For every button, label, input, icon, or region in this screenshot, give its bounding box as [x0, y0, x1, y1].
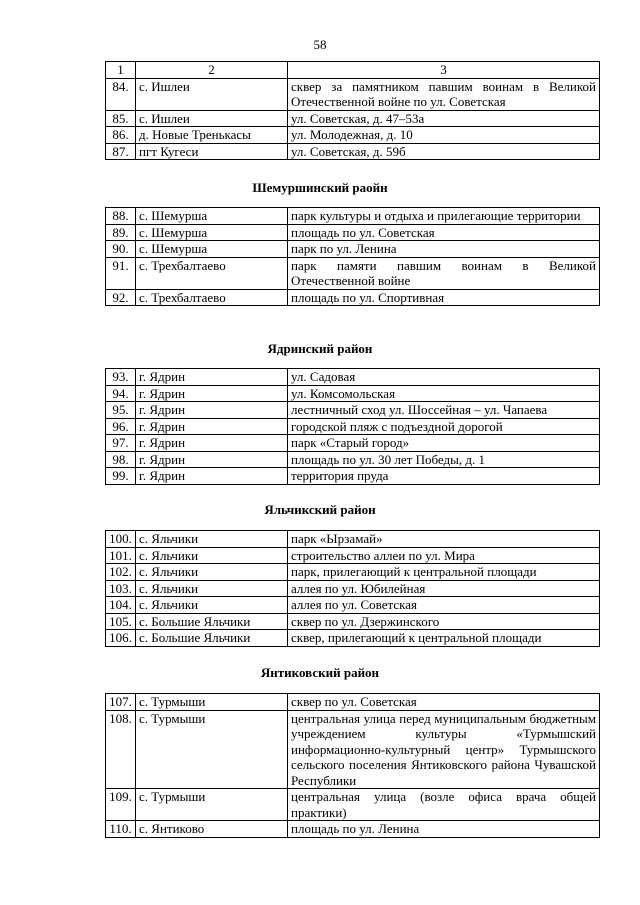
row-number: 105. — [106, 613, 136, 630]
row-place: г. Ядрин — [136, 402, 288, 419]
table-row — [106, 110, 600, 127]
row-place: с. Шемурша — [136, 208, 288, 225]
row-description: площадь по ул. 30 лет Победы, д. 1 — [288, 451, 600, 468]
table-row — [106, 597, 600, 614]
section-title-yalchiki: Яльчикский район — [264, 502, 376, 517]
row-number: 92. — [106, 289, 136, 306]
table-row — [106, 241, 600, 258]
row-number: 97. — [106, 435, 136, 452]
row-description: площадь по ул. Советская — [288, 224, 600, 241]
table-row — [106, 789, 600, 821]
section-title-shemursha: Шемуршинский раойн — [252, 180, 388, 195]
page-number: 58 — [313, 37, 327, 52]
table-yantikovo — [105, 693, 600, 838]
table-row — [106, 402, 600, 419]
row-description: ул. Молодежная, д. 10 — [288, 127, 600, 144]
row-place: с. Шемурша — [136, 224, 288, 241]
row-place: с. Турмыши — [136, 694, 288, 711]
row-place: пгт Кугеси — [136, 143, 288, 160]
row-description: сквер за памятником павшим воинам в Великой Отечественной войне по ул. Советская — [288, 78, 600, 110]
row-description: площадь по ул. Спортивная — [288, 289, 600, 306]
row-description: площадь по ул. Ленина — [288, 821, 600, 838]
row-place: с. Яльчики — [136, 597, 288, 614]
row-place: г. Ядрин — [136, 435, 288, 452]
row-number: 102. — [106, 564, 136, 581]
table-row — [106, 821, 600, 838]
row-place: с. Трехбалтаево — [136, 257, 288, 289]
header-col-2: 2 — [136, 62, 288, 79]
row-description: ул. Комсомольская — [288, 385, 600, 402]
table-row — [106, 435, 600, 452]
row-place: с. Ишлеи — [136, 78, 288, 110]
row-number: 108. — [106, 710, 136, 789]
row-place: д. Новые Тренькасы — [136, 127, 288, 144]
table-row — [106, 580, 600, 597]
table-row — [106, 468, 600, 485]
section-title-yantikovo: Янтиковский район — [260, 665, 380, 680]
row-place: с. Большие Яльчики — [136, 613, 288, 630]
table-row — [106, 127, 600, 144]
row-description: парк культуры и отдыха и прилегающие территории — [288, 208, 600, 225]
table-header-row — [106, 62, 600, 79]
table-row — [106, 547, 600, 564]
row-number: 109. — [106, 789, 136, 821]
table-row — [106, 694, 600, 711]
row-number: 94. — [106, 385, 136, 402]
row-description: ул. Советская, д. 59б — [288, 143, 600, 160]
row-place: г. Ядрин — [136, 369, 288, 386]
row-description: ул. Садовая — [288, 369, 600, 386]
table-row — [106, 208, 600, 225]
row-number: 106. — [106, 630, 136, 647]
row-description: парк «Ырзамай» — [288, 531, 600, 548]
row-number: 95. — [106, 402, 136, 419]
row-number: 84. — [106, 78, 136, 110]
table-row — [106, 224, 600, 241]
row-place: с. Яльчики — [136, 547, 288, 564]
row-description: городской пляж с подъездной дорогой — [288, 418, 600, 435]
header-col-3: 3 — [288, 62, 600, 79]
row-description: строительство аллеи по ул. Мира — [288, 547, 600, 564]
row-number: 87. — [106, 143, 136, 160]
row-place: с. Турмыши — [136, 710, 288, 789]
table-row — [106, 78, 600, 110]
row-place: с. Яльчики — [136, 580, 288, 597]
table-row — [106, 418, 600, 435]
row-number: 88. — [106, 208, 136, 225]
row-description: аллея по ул. Советская — [288, 597, 600, 614]
row-number: 103. — [106, 580, 136, 597]
row-place: с. Яльчики — [136, 531, 288, 548]
header-col-1: 1 — [106, 62, 136, 79]
section-title-yadrin: Ядринский район — [267, 341, 373, 356]
table-row — [106, 289, 600, 306]
row-description: парк по ул. Ленина — [288, 241, 600, 258]
row-number: 85. — [106, 110, 136, 127]
table-kugesi — [105, 61, 600, 160]
row-description: территория пруда — [288, 468, 600, 485]
row-description: сквер, прилегающий к центральной площади — [288, 630, 600, 647]
table-yalchiki — [105, 530, 600, 647]
table-row — [106, 257, 600, 289]
row-number: 89. — [106, 224, 136, 241]
row-description: сквер по ул. Дзержинского — [288, 613, 600, 630]
row-description: аллея по ул. Юбилейная — [288, 580, 600, 597]
table-row — [106, 630, 600, 647]
row-place: с. Трехбалтаево — [136, 289, 288, 306]
row-place: с. Янтиково — [136, 821, 288, 838]
row-place: с. Шемурша — [136, 241, 288, 258]
row-description: парк «Старый город» — [288, 435, 600, 452]
row-description: парк, прилегающий к центральной площади — [288, 564, 600, 581]
table-row — [106, 143, 600, 160]
row-place: г. Ядрин — [136, 418, 288, 435]
row-place: г. Ядрин — [136, 385, 288, 402]
table-row — [106, 564, 600, 581]
table-shemursha — [105, 207, 600, 306]
row-number: 90. — [106, 241, 136, 258]
row-description: центральная улица перед муниципальным бюджетным учреждением культуры «Турмышский информационно-культурный центр» Турмышского сельского поселения Янтиковского района Чувашской Республики — [288, 710, 600, 789]
row-number: 91. — [106, 257, 136, 289]
row-place: с. Большие Яльчики — [136, 630, 288, 647]
row-description: парк памяти павшим воинам в Великой Отечественной войне — [288, 257, 600, 289]
row-description: ул. Советская, д. 47–53а — [288, 110, 600, 127]
row-number: 110. — [106, 821, 136, 838]
row-number: 104. — [106, 597, 136, 614]
row-number: 100. — [106, 531, 136, 548]
table-row — [106, 710, 600, 789]
row-description: лестничный сход ул. Шоссейная – ул. Чапаева — [288, 402, 600, 419]
row-number: 101. — [106, 547, 136, 564]
table-row — [106, 385, 600, 402]
table-row — [106, 369, 600, 386]
row-number: 98. — [106, 451, 136, 468]
row-number: 86. — [106, 127, 136, 144]
row-place: г. Ядрин — [136, 451, 288, 468]
row-place: с. Яльчики — [136, 564, 288, 581]
row-number: 99. — [106, 468, 136, 485]
row-place: с. Ишлеи — [136, 110, 288, 127]
row-place: г. Ядрин — [136, 468, 288, 485]
row-description: сквер по ул. Советская — [288, 694, 600, 711]
table-yadrin — [105, 368, 600, 485]
table-row — [106, 531, 600, 548]
row-number: 96. — [106, 418, 136, 435]
row-description: центральная улица (возле офиса врача общей практики) — [288, 789, 600, 821]
table-row — [106, 451, 600, 468]
row-number: 93. — [106, 369, 136, 386]
row-number: 107. — [106, 694, 136, 711]
row-place: с. Турмыши — [136, 789, 288, 821]
table-row — [106, 613, 600, 630]
